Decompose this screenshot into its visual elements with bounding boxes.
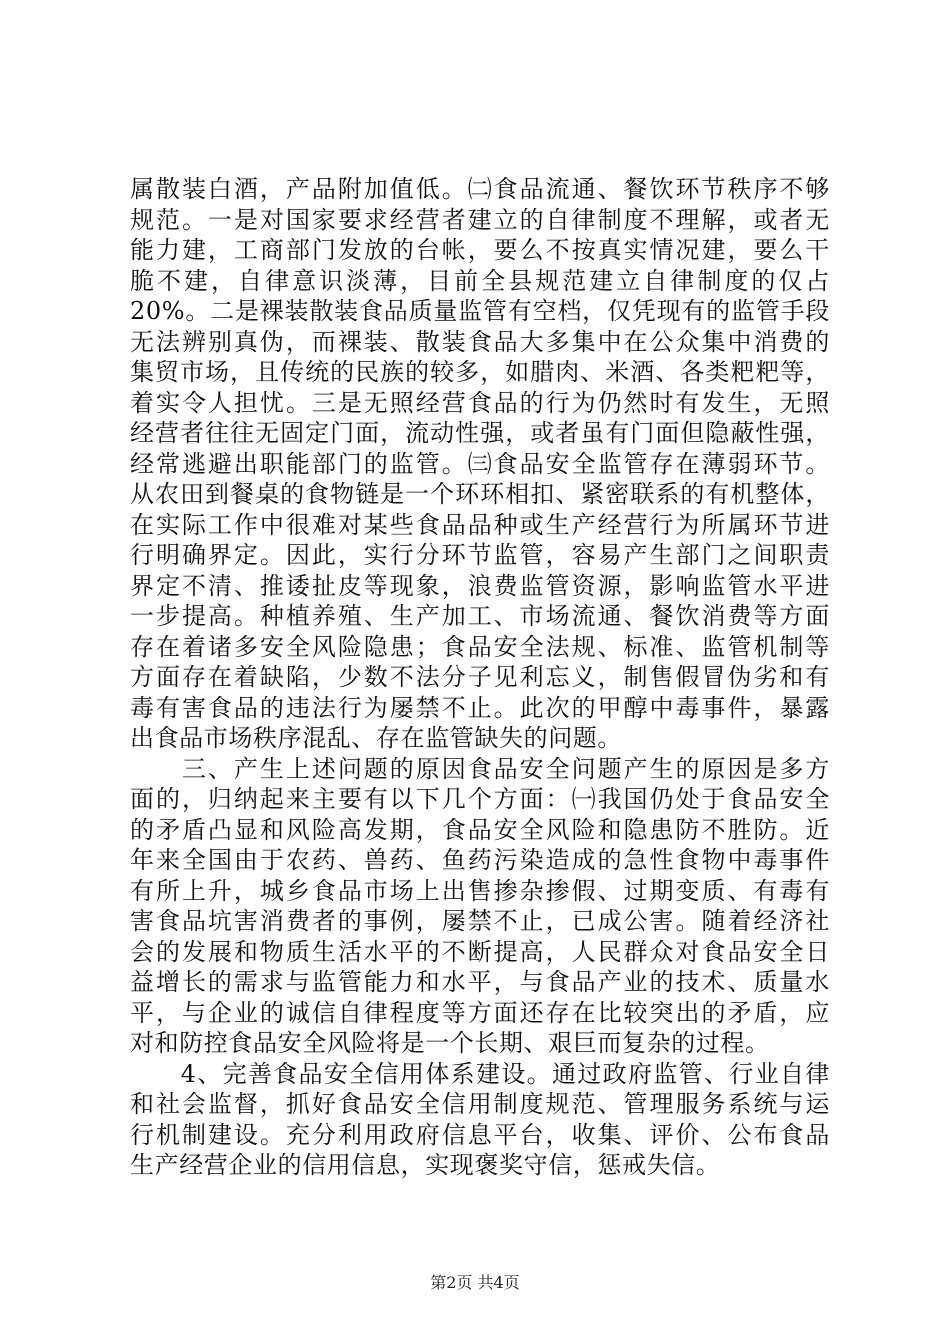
text-line: 属散装白酒，产品附加值低。㈡食品流通、餐饮环节秩序不够 (130, 175, 830, 203)
text-line: 规范。一是对国家要求经营者建立的自律制度不理解，或者无 (130, 205, 830, 234)
body-text (130, 174, 830, 1181)
text-line: 一步提高。种植养殖、生产加工、市场流通、餐饮消费等方面 (130, 602, 830, 630)
text-line: 对和防控食品安全风险将是一个长期、艰巨而复杂的过程。 (130, 1029, 770, 1057)
text-line: 出食品市场秩序混乱、存在监管缺失的问题。 (130, 724, 622, 752)
text-line: 有所上升，城乡食品市场上出售掺杂掺假、过期变质、有毒有 (130, 876, 830, 905)
text-line: 年来全国由于农药、兽药、鱼药污染造成的急性食物中毒事件 (130, 846, 830, 874)
text-line: 会的发展和物质生活水平的不断提高，人民群众对食品安全日 (130, 937, 830, 966)
text-line: 行明确界定。因此，实行分环节监管，容易产生部门之间职责 (130, 541, 830, 569)
page-number: 第2页 共4页 (430, 1273, 520, 1292)
text-line: 经常逃避出职能部门的监管。㈢食品安全监管存在薄弱环节。 (130, 449, 830, 478)
text-line: 在实际工作中很难对某些食品品种或生产经营行为所属环节进 (130, 510, 830, 539)
text-line: 4、完善食品安全信用体系建设。通过政府监管、行业自律 (130, 1059, 830, 1088)
text-line: 集贸市场，且传统的民族的较多，如腊肉、米酒、各类粑粑等， (130, 358, 830, 386)
text-line: 益增长的需求与监管能力和水平，与食品产业的技术、质量水 (130, 968, 830, 996)
text-line: 界定不清、推诿扯皮等现象，浪费监管资源，影响监管水平进 (130, 571, 830, 600)
text-line: 和社会监督，抓好食品安全信用制度规范、管理服务系统与运 (130, 1090, 830, 1118)
text-line: 生产经营企业的信用信息，实现褒奖守信，惩戒失信。 (130, 1151, 721, 1179)
text-line: 20%。二是裸装散装食品质量监管有空档，仅凭现有的监管手段 (130, 297, 830, 325)
text-line: 从农田到餐桌的食物链是一个环环相扣、紧密联系的有机整体， (130, 480, 830, 508)
text-line: 害食品坑害消费者的事例，屡禁不止，已成公害。随着经济社 (130, 907, 830, 935)
text-line: 平，与企业的诚信自律程度等方面还存在比较突出的矛盾，应 (130, 998, 830, 1027)
text-line: 的矛盾凸显和风险高发期，食品安全风险和隐患防不胜防。近 (130, 815, 830, 844)
text-line: 三、产生上述问题的原因食品安全问题产生的原因是多方 (130, 754, 830, 783)
text-line: 能力建，工商部门发放的台帐，要么不按真实情况建，要么干 (130, 236, 830, 264)
text-line: 行机制建设。充分利用政府信息平台，收集、评价、公布食品 (130, 1120, 830, 1149)
text-line: 脆不建，自律意识淡薄，目前全县规范建立自律制度的仅占 (130, 266, 830, 295)
text-line: 方面存在着缺陷，少数不法分子见利忘义，制售假冒伪劣和有 (130, 663, 830, 691)
text-line: 存在着诸多安全风险隐患；食品安全法规、标准、监管机制等 (130, 632, 830, 661)
text-line: 着实令人担忧。三是无照经营食品的行为仍然时有发生，无照 (130, 388, 830, 417)
text-line: 毒有害食品的违法行为屡禁不止。此次的甲醇中毒事件，暴露 (130, 693, 830, 722)
text-line: 无法辨别真伪，而裸装、散装食品大多集中在公众集中消费的 (130, 327, 830, 356)
page-footer (0, 1272, 950, 1294)
text-line: 面的，归纳起来主要有以下几个方面：㈠我国仍处于食品安全 (130, 785, 830, 813)
text-line: 经营者往往无固定门面，流动性强，或者虽有门面但隐蔽性强， (130, 419, 830, 447)
